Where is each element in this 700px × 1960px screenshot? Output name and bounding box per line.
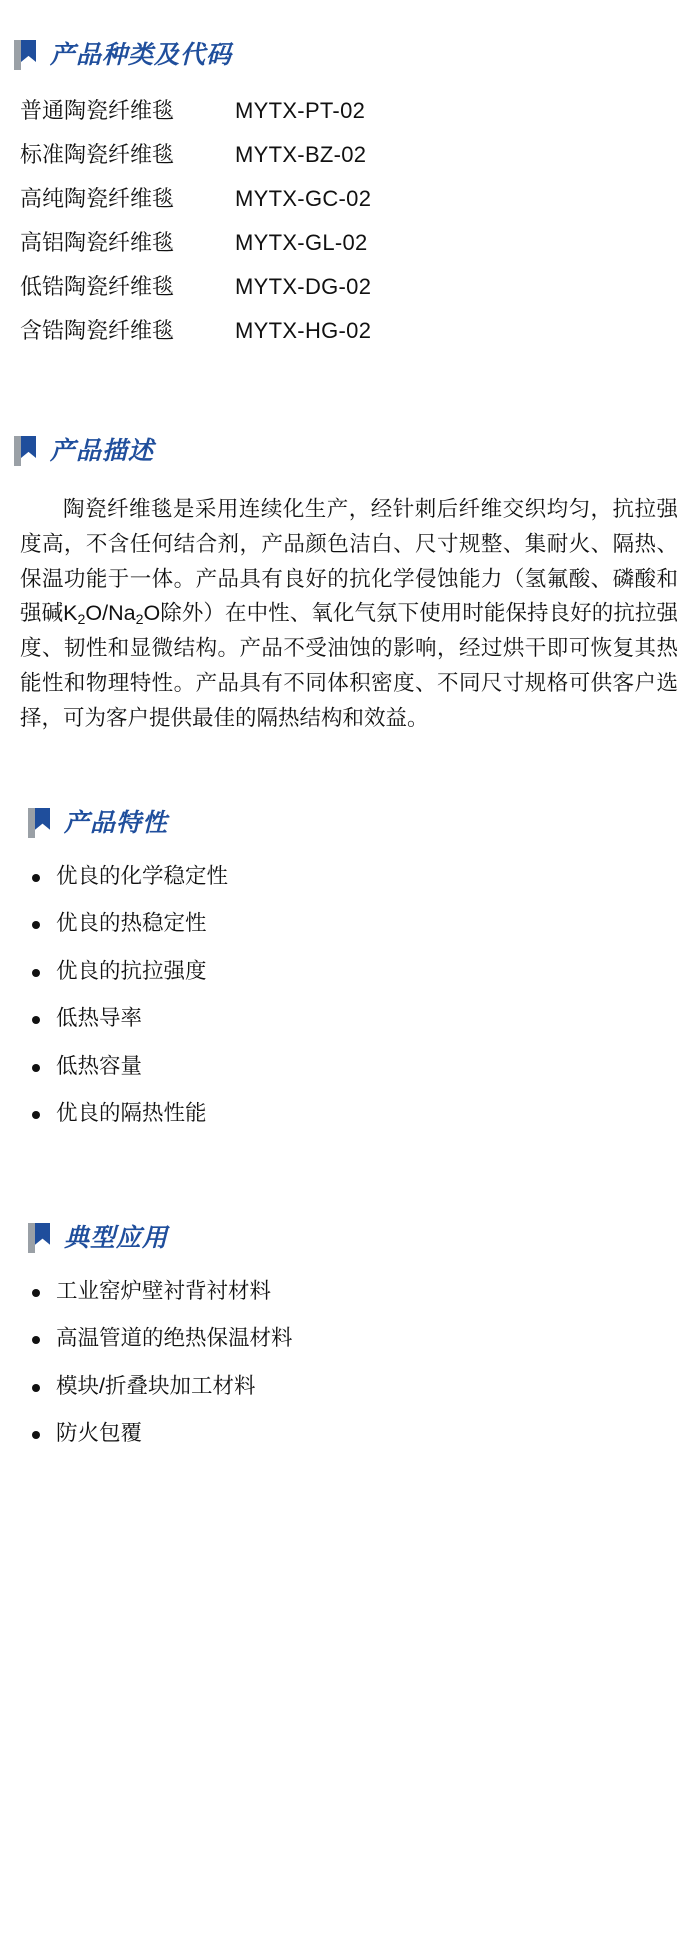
flag-icon [14,436,36,466]
section-header-product-types [14,40,686,70]
product-code: MYTX-DG-02 [235,274,372,299]
description-text-part-2: O/Na [85,601,136,626]
section-title: 产品特性 [64,808,169,837]
list-item: 优良的化学稳定性 [28,866,686,888]
spacer-top [14,0,686,40]
product-code-list [14,100,686,342]
product-features-list [14,863,686,1126]
table-row [20,232,686,254]
product-code: MYTX-GC-02 [235,186,372,211]
list-item: 优良的抗拉强度 [28,961,686,983]
section-header-product-features [14,808,686,838]
product-name: 高铝陶瓷纤维毯 [20,230,175,255]
product-code: MYTX-PT-02 [235,98,366,123]
list-item: 优良的热稳定性 [28,913,686,935]
table-row [20,100,686,122]
product-code: MYTX-HG-02 [235,318,372,343]
list-item: 高温管道的绝热保温材料 [28,1328,686,1350]
subscript-2: 2 [135,611,144,628]
subscript-2: 2 [77,611,86,628]
list-item: 低热导率 [28,1008,686,1030]
list-item: 优良的隔热性能 [28,1103,686,1125]
section-title: 产品种类及代码 [50,41,233,69]
section-header-product-description [14,436,686,466]
list-item: 低热容量 [28,1056,686,1078]
list-item: 工业窑炉壁衬背衬材料 [28,1281,686,1303]
description-text-part-1: 陶瓷纤维毯是采用连续化生产，经针刺后纤维交织均匀，抗拉强度高，不含任何结合剂，产品颜色洁白、尺寸规整、集耐火、隔热、保温功能于一体。产品具有良好的抗化学侵蚀能力（氢氟酸、磷酸和强碱K [20,497,678,626]
list-item: 防火包覆 [28,1423,686,1445]
table-row [20,144,686,166]
table-row [20,320,686,342]
product-name: 标准陶瓷纤维毯 [20,142,175,167]
spacer [14,364,686,436]
spacer [14,1151,686,1223]
flag-icon [28,808,50,838]
product-code: MYTX-GL-02 [235,230,368,255]
product-name: 含锆陶瓷纤维毯 [20,318,175,343]
table-row [20,276,686,298]
section-header-typical-applications [14,1223,686,1253]
section-title: 产品描述 [50,437,155,465]
product-name: 高纯陶瓷纤维毯 [20,186,175,211]
spacer [14,736,686,808]
description-text-part-3: O除外）在中性、氧化气氛下使用时能保持良好的抗拉强度、韧性和显微结构。产品不受油蚀的影响，经过烘干即可恢复其热能性和物理特性。产品具有不同体积密度、不同尺寸规格可供客户选择，可为客户提供最佳的隔热结构和效益。 [20,601,678,730]
product-description-paragraph [14,492,686,736]
section-title: 典型应用 [64,1223,169,1252]
product-name: 普通陶瓷纤维毯 [20,98,175,123]
product-code: MYTX-BZ-02 [235,142,367,167]
typical-applications-list [14,1278,686,1446]
flag-icon [28,1223,50,1253]
table-row [20,188,686,210]
product-name: 低锆陶瓷纤维毯 [20,274,175,299]
list-item: 模块/折叠块加工材料 [28,1376,686,1398]
flag-icon [14,40,36,70]
